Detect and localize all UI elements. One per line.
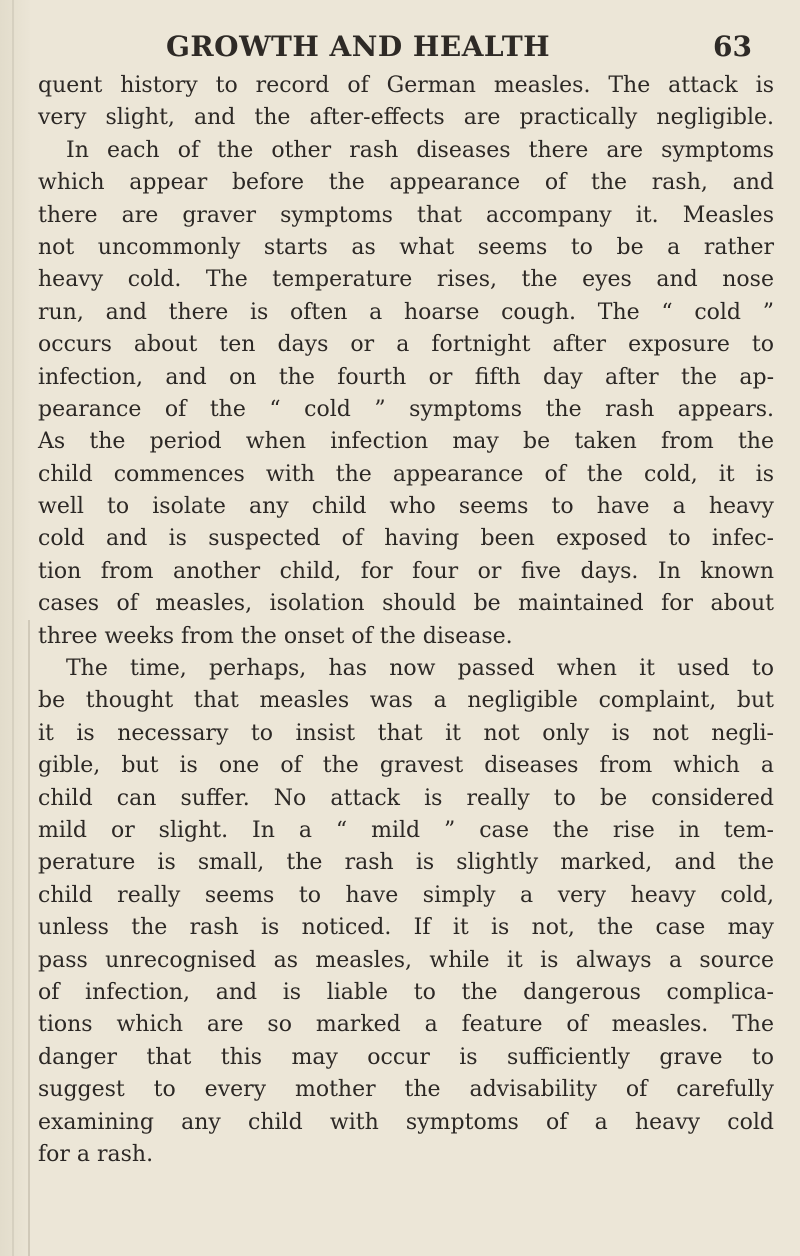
text-line: examining any child with symptoms of a heavy cold [38, 1109, 774, 1135]
text-line: heavy cold. The temperature rises, the eyes and nose [38, 267, 774, 293]
text-line: well to isolate any child who seems to have a heavy [38, 494, 774, 520]
text-line: be thought that measles was a negligible complaint, but [38, 688, 774, 714]
text-line: unless the rash is noticed. If it is not, the case may [38, 915, 774, 941]
text-line: The time, perhaps, has now passed when it used to [66, 656, 774, 682]
text-line: In each of the other rash diseases there are symptoms [66, 137, 774, 163]
text-line: occurs about ten days or a fortnight after exposure to [38, 332, 774, 358]
text-line: child can suffer. No attack is really to be considered [38, 785, 774, 811]
gutter-edge-inner [28, 620, 30, 1256]
text-line: there are graver symptoms that accompany it. Measles [38, 202, 774, 228]
text-line: child really seems to have simply a very heavy cold, [38, 882, 774, 908]
text-line: child commences with the appearance of the cold, it is [38, 461, 774, 487]
text-line: cold and is suspected of having been exposed to infec- [38, 526, 774, 552]
text-line: As the period when infection may be taken from the [38, 429, 774, 455]
running-title: GROWTH AND HEALTH [166, 30, 551, 63]
text-line: very slight, and the after-effects are practically negligible. [38, 105, 774, 131]
running-head [0, 16, 800, 66]
text-line: mild or slight. In a “ mild ” case the rise in tem- [38, 817, 774, 843]
text-line: perature is small, the rash is slightly marked, and the [38, 850, 774, 876]
text-line: three weeks from the onset of the disease. [38, 623, 513, 649]
text-line: for a rash. [38, 1141, 154, 1167]
text-line: it is necessary to insist that it not only is not negli- [38, 720, 774, 746]
text-line: which appear before the appearance of the rash, and [38, 170, 774, 196]
text-line: danger that this may occur is sufficiently grave to [38, 1044, 774, 1070]
text-line: tions which are so marked a feature of measles. The [38, 1012, 774, 1038]
text-line: pearance of the “ cold ” symptoms the rash appears. [38, 396, 774, 422]
text-line: of infection, and is liable to the dangerous complica- [38, 979, 774, 1005]
text-line: run, and there is often a hoarse cough. The “ cold ” [38, 299, 774, 325]
text-line: gible, but is one of the gravest diseases from which a [38, 753, 774, 779]
text-line: suggest to every mother the advisability of carefully [38, 1077, 774, 1103]
gutter-edge [12, 0, 14, 1256]
text-line: not uncommonly starts as what seems to be a rather [38, 234, 774, 260]
text-line: cases of measles, isolation should be maintained for about [38, 591, 774, 617]
text-line: pass unrecognised as measles, while it is always a source [38, 947, 774, 973]
body-text [38, 70, 774, 1171]
text-line: quent history to record of German measles. The attack is [38, 73, 774, 98]
text-line: infection, and on the fourth or fifth day after the ap- [38, 364, 774, 390]
text-line: tion from another child, for four or five days. In known [38, 558, 774, 584]
binding-shadow [0, 0, 30, 1256]
page-number: 63 [713, 30, 752, 63]
